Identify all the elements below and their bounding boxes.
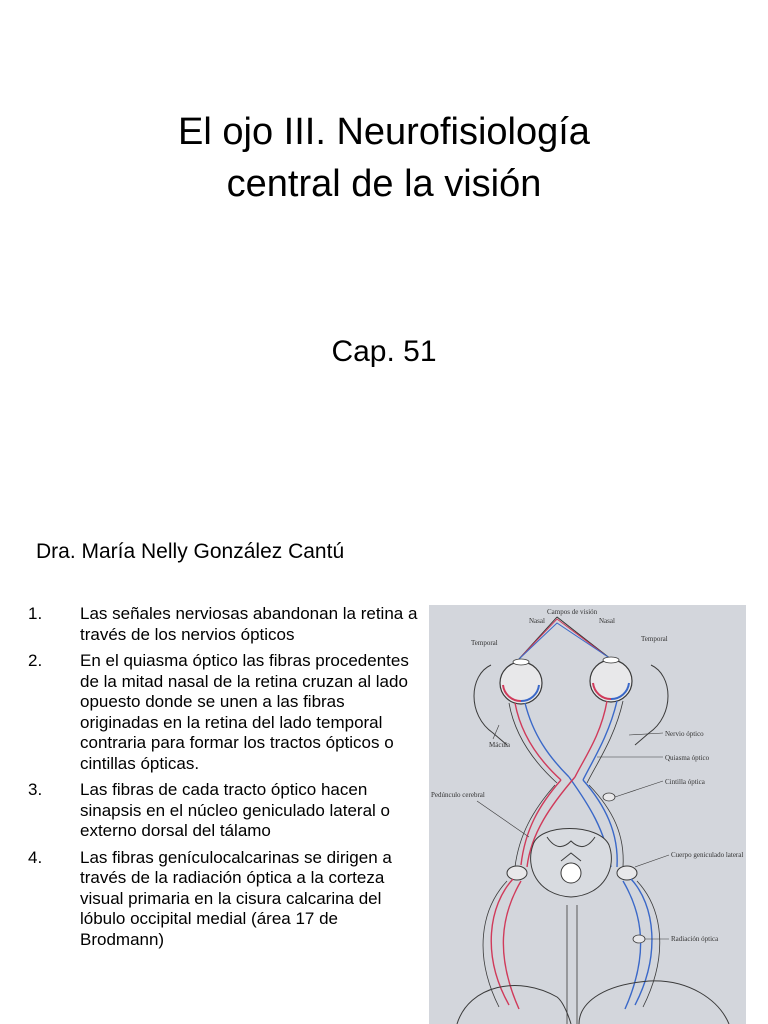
label-geniculado: Cuerpo geniculado lateral [671, 851, 744, 859]
slide-title [0, 106, 768, 210]
right-eye [590, 657, 632, 702]
chapter-label: Cap. 51 [331, 335, 437, 368]
label-pedunculo: Pedúnculo cerebral [431, 791, 485, 799]
author-name: Dra. María Nelly González Cantú [36, 540, 345, 563]
occipital-outline [457, 981, 729, 1024]
label-radiacion: Radiación óptica [671, 935, 719, 943]
label-cintilla: Cintilla óptica [665, 778, 705, 786]
step-number: 2. [28, 651, 43, 670]
slide-title-line-1: El ojo III. Neurofisiología [178, 111, 590, 153]
head-outline-right [635, 665, 668, 745]
label-quiasma: Quiasma óptico [665, 754, 710, 762]
label-nasal-left: Nasal [529, 617, 545, 625]
label-temporal-left: Temporal [471, 639, 498, 647]
step-item [28, 651, 420, 774]
label-nervio: Nervio óptico [665, 730, 704, 738]
step-item [28, 780, 420, 842]
left-eye [500, 659, 542, 704]
label-campos: Campos de visión [547, 608, 598, 616]
step-item [28, 604, 420, 645]
midline [567, 905, 577, 1024]
step-number: 3. [28, 780, 43, 799]
optic-radiations [483, 879, 660, 1009]
step-text: Las fibras genículocalcarinas se dirigen a través de la radiación óptica a la corteza visual primaria en la cisura calcarina del lóbulo occipital medial (área 17 de Brodmann) [80, 847, 392, 949]
slide-title-line-2: central de la visión [226, 163, 542, 205]
optic-nerves [509, 701, 623, 783]
step-text: Las señales nerviosas abandonan la retina a través de los nervios ópticos [80, 604, 418, 644]
step-text: En el quiasma óptico las fibras procedentes de la mitad nasal de la retina cruzan al lado opuesto donde se unen a las fibras originadas en la retina del lado temporal contraria para formar los tractos ópticos o cintillas ópticas. [80, 651, 409, 773]
blue-field-ray [517, 623, 611, 661]
label-macula: Mácula [489, 741, 510, 749]
cintilla-marker [603, 793, 615, 801]
step-number: 1. [28, 604, 43, 623]
steps-list [28, 604, 420, 956]
step-item [28, 848, 420, 951]
visual-pathway-figure [429, 605, 746, 1024]
visual-pathway-diagram [429, 605, 746, 1024]
step-number: 4. [28, 847, 43, 867]
label-nasal-right: Nasal [599, 617, 615, 625]
label-temporal-right: Temporal [641, 635, 668, 643]
radiacion-marker [633, 935, 645, 943]
step-text: Las fibras de cada tracto óptico hacen sinapsis en el núcleo geniculado lateral o externo dorsal del tálamo [80, 780, 390, 840]
left-geniculate [507, 866, 527, 880]
brainstem [531, 829, 612, 898]
right-geniculate [617, 866, 637, 880]
